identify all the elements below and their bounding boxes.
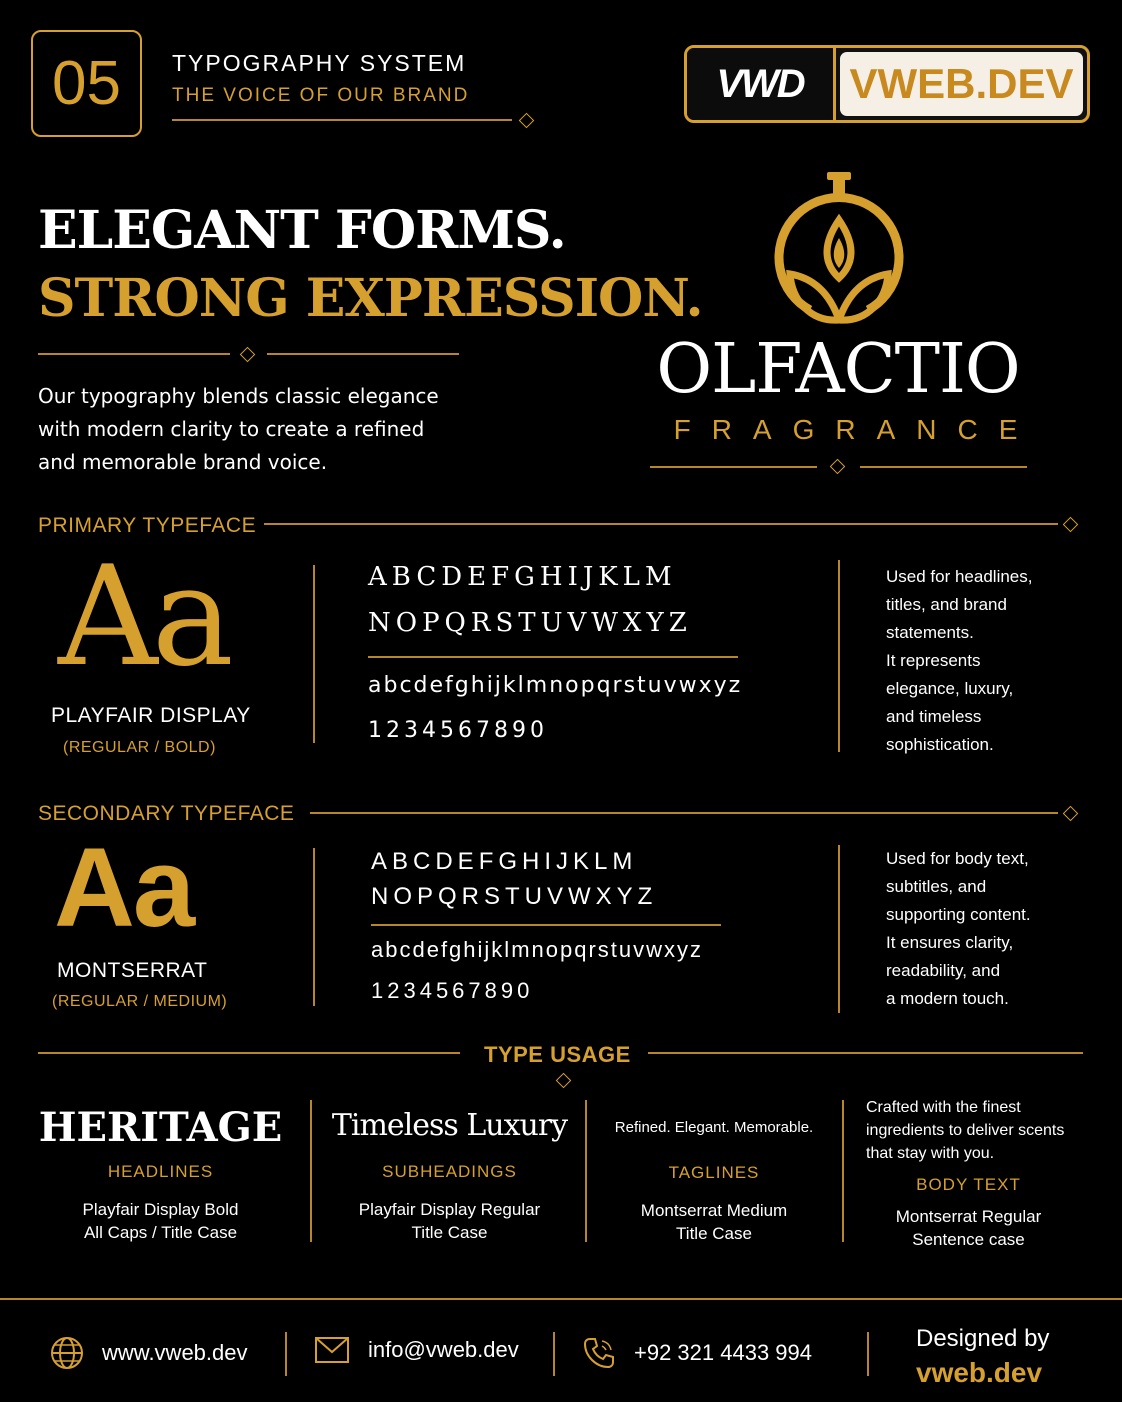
hero-divider-right: [267, 353, 459, 355]
secondary-column-divider: [313, 848, 315, 1006]
usage-divider-left: [38, 1052, 460, 1054]
vweb-logo-text: VWEB.DEV: [840, 52, 1083, 116]
usage-subheadings-label: SUBHEADINGS: [382, 1162, 517, 1181]
usage-headlines-label: HEADLINES: [107, 1162, 214, 1181]
footer-website[interactable]: [50, 1336, 248, 1370]
primary-uppercase-row-2: NOPQRSTUVWXYZ: [368, 608, 692, 638]
mail-icon: [314, 1336, 350, 1364]
secondary-uppercase-row-2: NOPQRSTUVWXYZ: [371, 883, 658, 910]
secondary-specimen: Aa: [54, 825, 194, 950]
usage-subheadings-spec-1: Playfair Display Regular: [358, 1200, 541, 1219]
brand-divider-right: [860, 466, 1027, 468]
primary-font-weights: (REGULAR / BOLD): [63, 739, 216, 756]
usage-headlines-spec-1: Playfair Display Bold: [82, 1200, 239, 1219]
diamond-icon: [240, 347, 256, 363]
header-divider: [172, 119, 512, 121]
phone-icon: [582, 1336, 616, 1370]
intro-paragraph: Our typography blends classic elegance with modern clarity to create a refined and memorable brand voice.: [38, 384, 439, 474]
primary-column-divider: [313, 565, 315, 743]
usage-taglines: [594, 1119, 834, 1245]
brand-divider-left: [650, 466, 817, 468]
primary-divider: [264, 523, 1058, 525]
usage-subheadings-spec-2: Title Case: [411, 1223, 488, 1242]
footer-separator: [867, 1332, 869, 1376]
primary-digits: 1234567890: [368, 718, 548, 743]
usage-column-divider: [842, 1100, 844, 1242]
globe-icon: [50, 1336, 84, 1370]
usage-column-divider: [585, 1100, 587, 1242]
section-number-badge: 05: [31, 30, 142, 137]
header-subtitle: THE VOICE OF OUR BRAND: [172, 85, 470, 106]
footer-email[interactable]: [314, 1336, 519, 1364]
usage-subheadings: [322, 1108, 577, 1244]
usage-body-sample: Crafted with the finest ingredients to deliver scents that stay with you.: [866, 1099, 1065, 1162]
primary-description: Used for headlines, titles, and brand statements. It represents elegance, luxury, and timeless sophistication.: [886, 567, 1033, 754]
footer-website-text[interactable]: www.vweb.dev: [102, 1340, 248, 1365]
usage-body-spec-1: Montserrat Regular: [895, 1207, 1042, 1226]
diamond-icon: [519, 113, 535, 129]
secondary-divider: [310, 812, 1058, 814]
primary-font-name: PLAYFAIR DISPLAY: [51, 704, 251, 727]
footer-separator: [285, 1332, 287, 1376]
footer-divider: [0, 1298, 1122, 1300]
usage-divider-right: [648, 1052, 1083, 1054]
hero-headline-2: STRONG EXPRESSION.: [38, 268, 703, 329]
footer-email-text[interactable]: info@vweb.dev: [368, 1337, 519, 1362]
secondary-description: Used for body text, subtitles, and supporting content. It ensures clarity, readability, and a modern touch.: [886, 849, 1031, 1008]
secondary-lowercase: abcdefghijklmnopqrstuvwxyz: [371, 937, 704, 962]
usage-headlines-sample: HERITAGE: [38, 1104, 283, 1151]
vweb-logo[interactable]: [684, 45, 1090, 123]
diamond-icon: [1063, 517, 1079, 533]
usage-taglines-spec-2: Title Case: [676, 1224, 752, 1243]
secondary-font-name: MONTSERRAT: [57, 959, 208, 982]
footer-credit-link[interactable]: vweb.dev: [916, 1357, 1043, 1388]
secondary-font-weights: (REGULAR / MEDIUM): [52, 993, 228, 1010]
hero-headline-1: ELEGANT FORMS.: [38, 200, 566, 261]
usage-headlines-spec-2: All Caps / Title Case: [83, 1223, 238, 1242]
brand-name: OLFACTIO: [656, 330, 1020, 409]
footer-credit-label: Designed by: [916, 1325, 1050, 1352]
secondary-digits: 1234567890: [371, 978, 534, 1003]
footer-separator: [553, 1332, 555, 1376]
primary-lowercase: abcdefghijklmnopqrstuvwxyz: [368, 673, 743, 698]
diamond-icon: [1063, 806, 1079, 822]
perfume-bottle-leaf-icon: [770, 170, 908, 335]
type-usage-heading: TYPE USAGE: [484, 1042, 631, 1067]
usage-taglines-label: TAGLINES: [668, 1163, 760, 1182]
secondary-desc-divider: [838, 845, 840, 1013]
primary-typeface-heading: PRIMARY TYPEFACE: [38, 514, 257, 537]
usage-column-divider: [310, 1100, 312, 1242]
primary-uppercase-row-1: ABCDEFGHIJKLM: [368, 562, 677, 592]
diamond-icon: [830, 459, 846, 475]
vweb-logo-mark: VWD: [687, 48, 836, 120]
brand-tagline: FRAGRANCE: [673, 414, 1039, 445]
secondary-uppercase-row-1: ABCDEFGHIJKLM: [371, 848, 638, 875]
usage-taglines-sample: Refined. Elegant. Memorable.: [614, 1119, 814, 1136]
secondary-glyph-divider: [371, 924, 721, 926]
usage-body-spec-2: Sentence case: [912, 1230, 1025, 1249]
usage-headlines: [38, 1104, 283, 1244]
secondary-typeface-heading: SECONDARY TYPEFACE: [38, 802, 295, 825]
primary-specimen: Aa: [58, 536, 228, 697]
primary-glyph-divider: [368, 656, 738, 658]
usage-subheadings-sample: Timeless Luxury: [331, 1108, 568, 1143]
footer-phone[interactable]: [582, 1336, 812, 1370]
hero-divider-left: [38, 353, 230, 355]
usage-taglines-spec-1: Montserrat Medium: [640, 1201, 788, 1220]
diamond-icon: [556, 1073, 572, 1089]
footer-phone-text[interactable]: +92 321 4433 994: [634, 1340, 813, 1365]
usage-body-label: BODY TEXT: [916, 1175, 1021, 1194]
header-title: TYPOGRAPHY SYSTEM: [172, 50, 467, 76]
primary-desc-divider: [838, 560, 840, 752]
usage-body-text: [866, 1096, 1071, 1251]
